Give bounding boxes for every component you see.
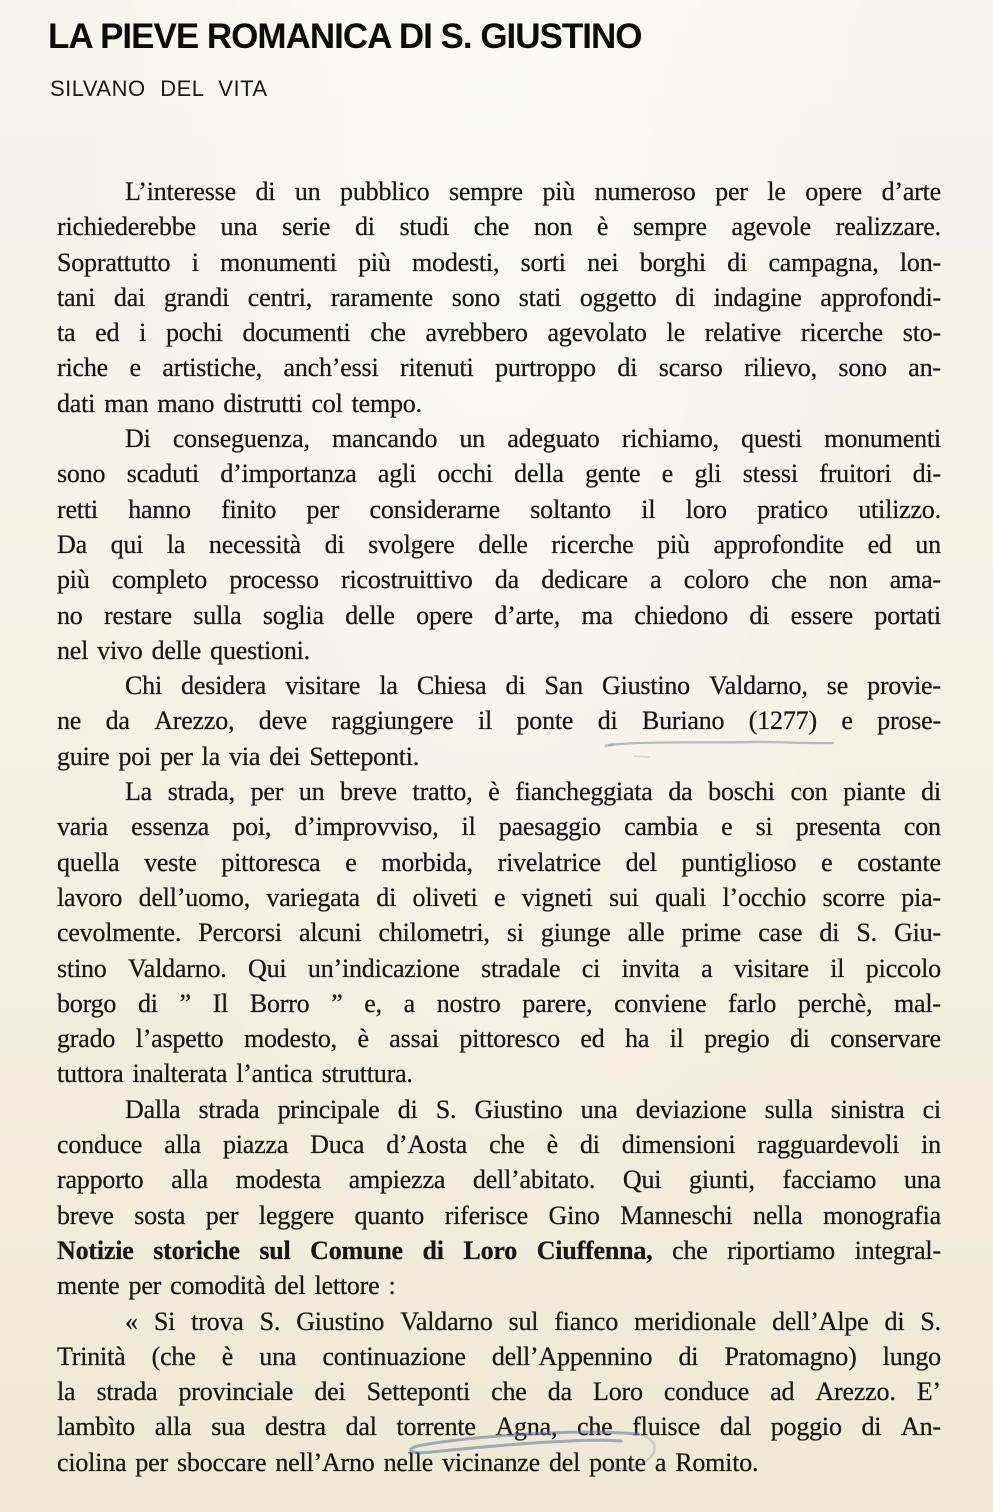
text-line: quella veste pittoresca e morbida, rivelatrice del puntiglioso e costante	[57, 847, 941, 877]
text-line: tuttora inalterata l’antica struttura.	[57, 1059, 413, 1089]
text-line: rapporto alla modesta ampiezza dell’abitato. Qui giunti, facciamo una	[57, 1165, 941, 1195]
text-line: sono scaduti d’importanza agli occhi della gente e gli stessi fruitori di-	[57, 459, 941, 489]
text-line: L’interesse di un pubblico sempre più numeroso per le opere d’arte	[125, 177, 941, 206]
text-line: guire poi per la via dei Setteponti.	[57, 741, 420, 771]
text-line: stino Valdarno. Qui un’indicazione stradale ci invita a visitare il piccolo	[57, 953, 941, 983]
text-line: nel vivo delle questioni.	[57, 635, 310, 665]
text-line: « Si trova S. Giustino Valdarno sul fianco meridionale dell’Alpe di S.	[125, 1306, 941, 1336]
text-line: dati man mano distrutti col tempo.	[57, 388, 422, 418]
text-line: conduce alla piazza Duca d’Aosta che è di dimensioni ragguardevoli in	[57, 1130, 941, 1160]
text-line: cevolmente. Percorsi alcuni chilometri, si giunge alle prime case di S. Giu-	[57, 918, 941, 948]
text-line: no restare sulla soglia delle opere d’arte, ma chiedono di essere portati	[57, 600, 941, 630]
text-line: varia essenza poi, d’improvviso, il paesaggio cambia e si presenta con	[57, 812, 941, 842]
text-line: lambìto alla sua destra dal torrente Agna, che fluisce dal poggio di An-	[57, 1412, 941, 1442]
text-line: la strada provinciale dei Setteponti che da Loro conduce ad Arezzo. E’	[57, 1377, 941, 1407]
text-line: borgo di ” Il Borro ” e, a nostro parere, conviene farlo perchè, mal-	[57, 988, 941, 1018]
text-line: tani dai grandi centri, raramente sono stati oggetto di indagine approfondi-	[57, 282, 941, 312]
text-line: retti hanno finito per considerarne soltanto il loro pratico utilizzo.	[57, 494, 941, 524]
text-line: Da qui la necessità di svolgere delle ricerche più approfondite ed un	[57, 529, 941, 559]
text-line: Chi desidera visitare la Chiesa di San Giustino Valdarno, se provie-	[125, 671, 941, 701]
text-line: Notizie storiche sul Comune di Loro Ciuffenna, che riportiamo integral-	[57, 1235, 941, 1265]
page-title: LA PIEVE ROMANICA DI S. GIUSTINO	[48, 17, 642, 56]
text-line: ta ed i pochi documenti che avrebbero agevolato le relative ricerche sto-	[57, 318, 941, 348]
text-line: Dalla strada principale di S. Giustino una deviazione sulla sinistra ci	[125, 1094, 941, 1124]
text-line: Di conseguenza, mancando un adeguato richiamo, questi monumenti	[125, 424, 941, 454]
text-line: lavoro dell’uomo, variegata di oliveti e vigneti sui quali l’occhio scorre pia-	[57, 882, 941, 912]
text-line: richiederebbe una serie di studi che non è sempre agevole realizzare.	[57, 212, 941, 242]
text-line: ne da Arezzo, deve raggiungere il ponte di Buriano (1277) e prose-	[57, 706, 941, 736]
text-line: Soprattutto i monumenti più modesti, sorti nei borghi di campagna, lon-	[57, 247, 941, 277]
text-line: La strada, per un breve tratto, è fiancheggiata da boschi con piante di	[125, 777, 941, 807]
author-name: SILVANO DEL VITA	[50, 76, 268, 101]
text-line: riche e artistiche, anch’essi ritenuti purtroppo di scarso rilievo, sono an-	[57, 353, 941, 383]
text-line: più completo processo ricostruittivo da dedicare a coloro che non ama-	[57, 565, 941, 595]
text-line: ciolina per sboccare nell’Arno nelle vicinanze del ponte a Romito.	[57, 1447, 759, 1477]
text-line: Trinità (che è una continuazione dell’Appennino di Pratomagno) lungo	[57, 1341, 941, 1371]
text-line: grado l’aspetto modesto, è assai pittoresco ed ha il pregio di conservare	[57, 1024, 941, 1054]
text-line: mente per comodità del lettore :	[57, 1271, 396, 1301]
text-line: breve sosta per leggere quanto riferisce Gino Manneschi nella monografia	[57, 1200, 941, 1230]
body-text	[57, 174, 941, 1480]
